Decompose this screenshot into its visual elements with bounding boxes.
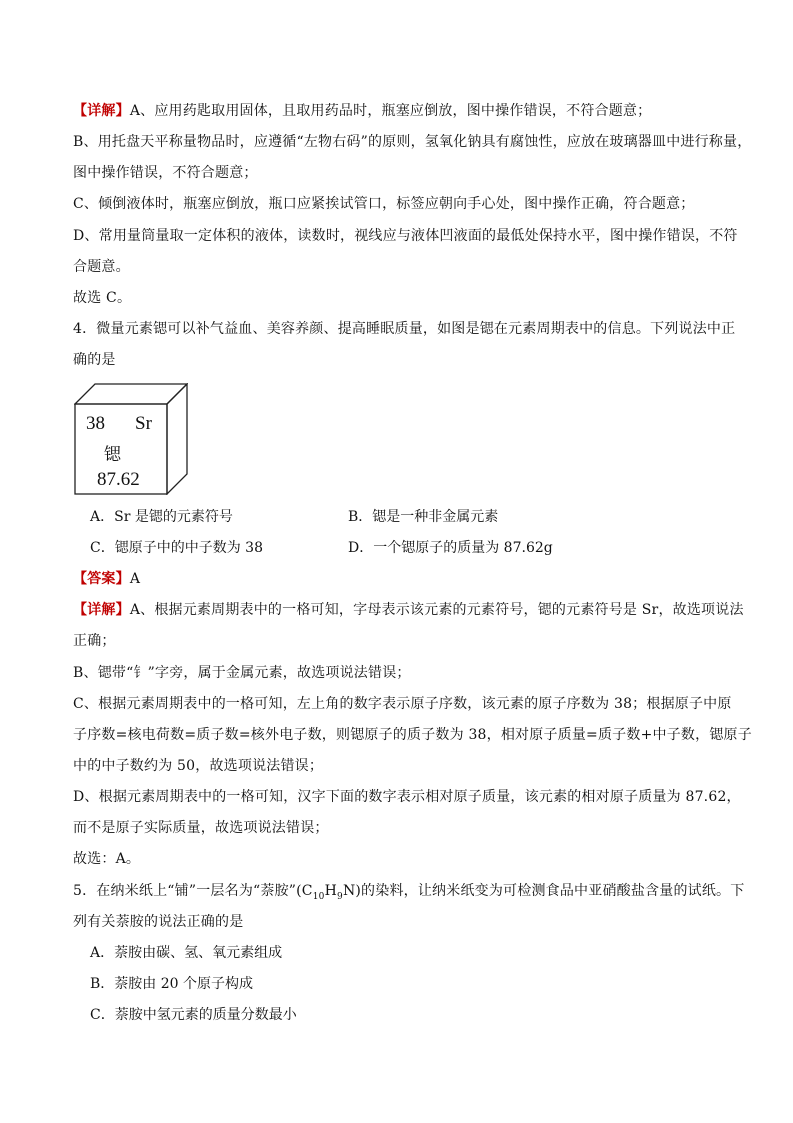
q4-detail-line-7: D、根据元素周期表中的一格可知，汉字下面的数字表示相对原子质量，该元素的相对原子质量为 87.62， bbox=[73, 789, 741, 805]
q5-option-a: A．萘胺由碳、氢、氧元素组成 bbox=[90, 945, 283, 961]
q5-stem-line-2: 列有关萘胺的说法正确的是 bbox=[73, 914, 244, 930]
q4-option-d: D．一个锶原子的质量为 87.62g bbox=[348, 540, 553, 556]
q5-stem-text: 5．在纳米纸上“铺”一层名为“萘胺”(C bbox=[73, 883, 313, 899]
detail-text: A、根据元素周期表中的一格可知，字母表示该元素的元素符号，锶的元素符号是 Sr，故选项说法 bbox=[129, 602, 744, 618]
q4-answer-line bbox=[73, 571, 728, 587]
q4-conclusion-line: 故选：A。 bbox=[73, 851, 141, 867]
q4-option-b: B．锶是一种非金属元素 bbox=[348, 509, 499, 525]
element-symbol: Sr bbox=[135, 413, 152, 434]
answer-value: A bbox=[129, 571, 141, 587]
q4-detail-line-5: 子序数=核电荷数=质子数=核外电子数，则锶原子的质子数为 38，相对原子质量=质子数+中子数，锶原子 bbox=[73, 727, 752, 743]
detail-line-6: 合题意。 bbox=[73, 259, 130, 275]
atomic-mass: 87.62 bbox=[97, 469, 140, 490]
q4-detail-line-4: C、根据元素周期表中的一格可知，左上角的数字表示原子序数，该元素的原子序数为 38；根据原子中原 bbox=[73, 696, 732, 712]
q4-detail-line-8: 而不是原子实际质量，故选项说法错误； bbox=[73, 820, 329, 836]
q4-stem-line-2: 确的是 bbox=[73, 352, 116, 368]
q5-stem-text: N)的染料，让纳米纸变为可检测食品中亚硝酸盐含量的试纸。下 bbox=[342, 883, 745, 899]
q4-detail-line-6: 中的中子数约为 50，故选项说法错误； bbox=[73, 758, 324, 774]
detail-line-1 bbox=[73, 103, 728, 119]
q4-detail-line-2: 正确； bbox=[73, 633, 116, 649]
q5-stem-line-1 bbox=[73, 883, 745, 905]
detail-tag: 【详解】 bbox=[73, 103, 130, 119]
conclusion-line: 故选 C。 bbox=[73, 290, 132, 306]
detail-tag: 【详解】 bbox=[73, 602, 130, 618]
answer-tag: 【答案】 bbox=[73, 571, 130, 587]
detail-line-5: D、常用量筒量取一定体积的液体，读数时，视线应与液体凹液面的最低处保持水平，图中操作错误，不符 bbox=[73, 228, 738, 244]
q4-detail-line-1 bbox=[73, 602, 744, 618]
detail-text: A、应用药匙取用固体，且取用药品时，瓶塞应倒放，图中操作错误，不符合题意； bbox=[129, 103, 652, 119]
formula-subscript: 9 bbox=[337, 891, 343, 902]
element-name: 锶 bbox=[104, 445, 121, 465]
q5-option-b: B．萘胺由 20 个原子构成 bbox=[90, 976, 254, 992]
atomic-number: 38 bbox=[86, 413, 105, 434]
q4-option-a: A．Sr 是锶的元素符号 bbox=[90, 509, 233, 525]
q4-stem-line-1: 4．微量元素锶可以补气益血、美容养颜、提高睡眠质量，如图是锶在元素周期表中的信息。下列说法中正 bbox=[73, 321, 736, 337]
q4-detail-line-3: B、锶带“钅”字旁，属于金属元素，故选项说法错误； bbox=[73, 665, 411, 681]
detail-line-3: 图中操作错误，不符合题意； bbox=[73, 165, 258, 181]
element-tile-strontium bbox=[74, 383, 188, 495]
formula-text: H bbox=[324, 883, 337, 899]
detail-line-2: B、用托盘天平称量物品时，应遵循“左物右码”的原则，氢氧化钠具有腐蚀性，应放在玻璃器皿中进行称量， bbox=[73, 134, 752, 150]
formula-subscript: 10 bbox=[312, 891, 325, 902]
q4-option-c: C．锶原子中的中子数为 38 bbox=[90, 540, 263, 556]
detail-line-4: C、倾倒液体时，瓶塞应倒放，瓶口应紧挨试管口，标签应朝向手心处，图中操作正确，符合题意； bbox=[73, 196, 695, 212]
q5-option-c: C．萘胺中氢元素的质量分数最小 bbox=[90, 1007, 297, 1023]
